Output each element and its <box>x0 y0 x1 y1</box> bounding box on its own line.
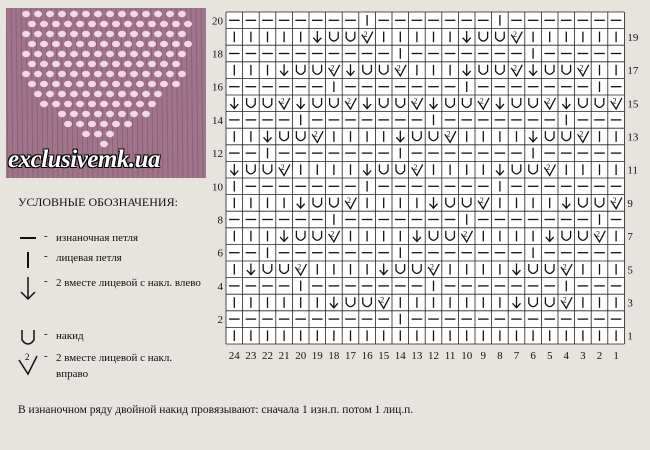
column-number-label: 11 <box>444 350 456 362</box>
column-number-label: 10 <box>461 350 473 362</box>
row-number-label-right: 3 <box>627 297 633 310</box>
svg-text:2: 2 <box>430 262 434 272</box>
svg-text:2: 2 <box>413 162 418 172</box>
row-number-label-right: 15 <box>627 98 639 111</box>
column-number-label: 13 <box>411 350 423 362</box>
column-number-label: 19 <box>311 350 323 362</box>
column-number-label: 4 <box>563 350 570 362</box>
row-number-label-left: 18 <box>212 48 223 61</box>
legend-text-k2tog-right: 2 вместе лицевой с накл. вправо <box>56 352 173 380</box>
svg-text:2: 2 <box>479 96 484 106</box>
column-number-label: 6 <box>530 350 536 362</box>
column-number-label: 7 <box>513 350 520 362</box>
legend-item-k2tog-left: - 2 вместе лицевой с накл. влево <box>12 275 202 311</box>
svg-text:2: 2 <box>313 129 318 139</box>
svg-text:2: 2 <box>25 352 30 362</box>
row-number-label-left: 4 <box>217 280 223 293</box>
svg-text:2: 2 <box>562 262 567 272</box>
svg-text:2: 2 <box>513 30 517 40</box>
svg-text:2: 2 <box>363 30 368 40</box>
legend-title: УСЛОВНЫЕ ОБОЗНАЧЕНИЯ: <box>18 195 178 209</box>
svg-text:2: 2 <box>297 262 302 272</box>
legend-item-yarn-over: - накид <box>12 328 202 350</box>
svg-text:2: 2 <box>347 96 351 106</box>
footnote: В изнаночном ряду двойной накид провязывают: сначала 1 изн.п. потом 1 лиц.п. <box>18 404 414 416</box>
svg-text:2: 2 <box>446 129 451 139</box>
svg-text:2: 2 <box>596 229 600 239</box>
legend-item-k2tog-right: 2 - 2 вместе лицевой с накл. вправо <box>12 350 202 386</box>
column-number-label: 24 <box>228 350 240 362</box>
legend-text-k2tog-left: 2 вместе лицевой с накл. влево <box>56 277 201 289</box>
column-number-label: 23 <box>245 350 257 362</box>
column-number-label: 17 <box>345 350 356 362</box>
legend-text-purl: изнаночная петля <box>56 232 139 244</box>
column-number-label: 14 <box>394 350 406 362</box>
watermark: exclusivemk.ua <box>8 146 161 173</box>
row-number-label-left: 2 <box>217 314 223 327</box>
row-number-label-right: 5 <box>627 264 633 277</box>
svg-text:2: 2 <box>612 196 617 206</box>
k2tog-right-symbol-icon <box>16 350 40 380</box>
column-number-label: 18 <box>328 350 340 362</box>
svg-text:2: 2 <box>612 96 617 106</box>
svg-text:2: 2 <box>380 295 385 305</box>
column-number-label: 2 <box>596 350 603 362</box>
column-number-label: 9 <box>480 350 487 362</box>
row-number-label-right: 1 <box>627 330 633 343</box>
row-number-label-right: 17 <box>627 65 639 78</box>
row-number-label-right: 13 <box>627 131 639 144</box>
row-number-label-left: 8 <box>217 214 223 227</box>
row-number-label-left: 14 <box>212 114 223 127</box>
row-number-label-right: 9 <box>627 197 633 210</box>
svg-text:2: 2 <box>330 229 335 239</box>
legend-item-knit: - лицевая петля <box>12 250 202 270</box>
row-number-label-left: 10 <box>212 181 223 194</box>
row-number-label-left: 6 <box>217 247 223 260</box>
svg-text:2: 2 <box>330 63 335 73</box>
column-number-label: 12 <box>428 350 439 362</box>
svg-text:2: 2 <box>479 196 484 206</box>
svg-text:2: 2 <box>546 162 551 172</box>
svg-text:2: 2 <box>413 96 418 106</box>
column-number-label: 5 <box>546 350 553 362</box>
knitting-chart <box>208 6 644 368</box>
svg-text:2: 2 <box>396 63 401 73</box>
svg-text:2: 2 <box>546 96 551 106</box>
svg-text:2: 2 <box>513 63 517 73</box>
column-number-label: 20 <box>295 350 307 362</box>
column-number-label: 15 <box>378 350 390 362</box>
svg-text:2: 2 <box>579 63 584 73</box>
chart-grid-lines <box>226 12 624 344</box>
column-number-label: 16 <box>361 350 373 362</box>
legend-text-knit: лицевая петля <box>56 252 122 264</box>
pattern-photo <box>6 8 206 178</box>
column-number-label: 21 <box>278 350 290 362</box>
row-number-label-right: 19 <box>627 31 639 44</box>
legend-text-yarn-over: накид <box>56 330 84 342</box>
svg-text:2: 2 <box>280 96 285 106</box>
column-number-label: 8 <box>497 350 503 362</box>
row-number-label-left: 20 <box>212 15 223 28</box>
legend-item-purl: - изнаночная петля <box>12 230 202 248</box>
svg-text:2: 2 <box>347 196 351 206</box>
column-number-label: 22 <box>262 350 273 362</box>
svg-text:2: 2 <box>280 162 285 172</box>
row-number-label-left: 16 <box>212 81 223 94</box>
row-number-label-right: 7 <box>627 231 633 244</box>
column-number-label: 1 <box>613 350 619 362</box>
svg-text:2: 2 <box>579 129 584 139</box>
row-number-label-right: 11 <box>627 164 638 177</box>
svg-text:2: 2 <box>562 295 567 305</box>
column-number-label: 3 <box>580 350 586 362</box>
k2tog-left-symbol-icon <box>16 275 40 305</box>
row-number-label-left: 12 <box>212 148 223 161</box>
svg-text:2: 2 <box>463 229 468 239</box>
